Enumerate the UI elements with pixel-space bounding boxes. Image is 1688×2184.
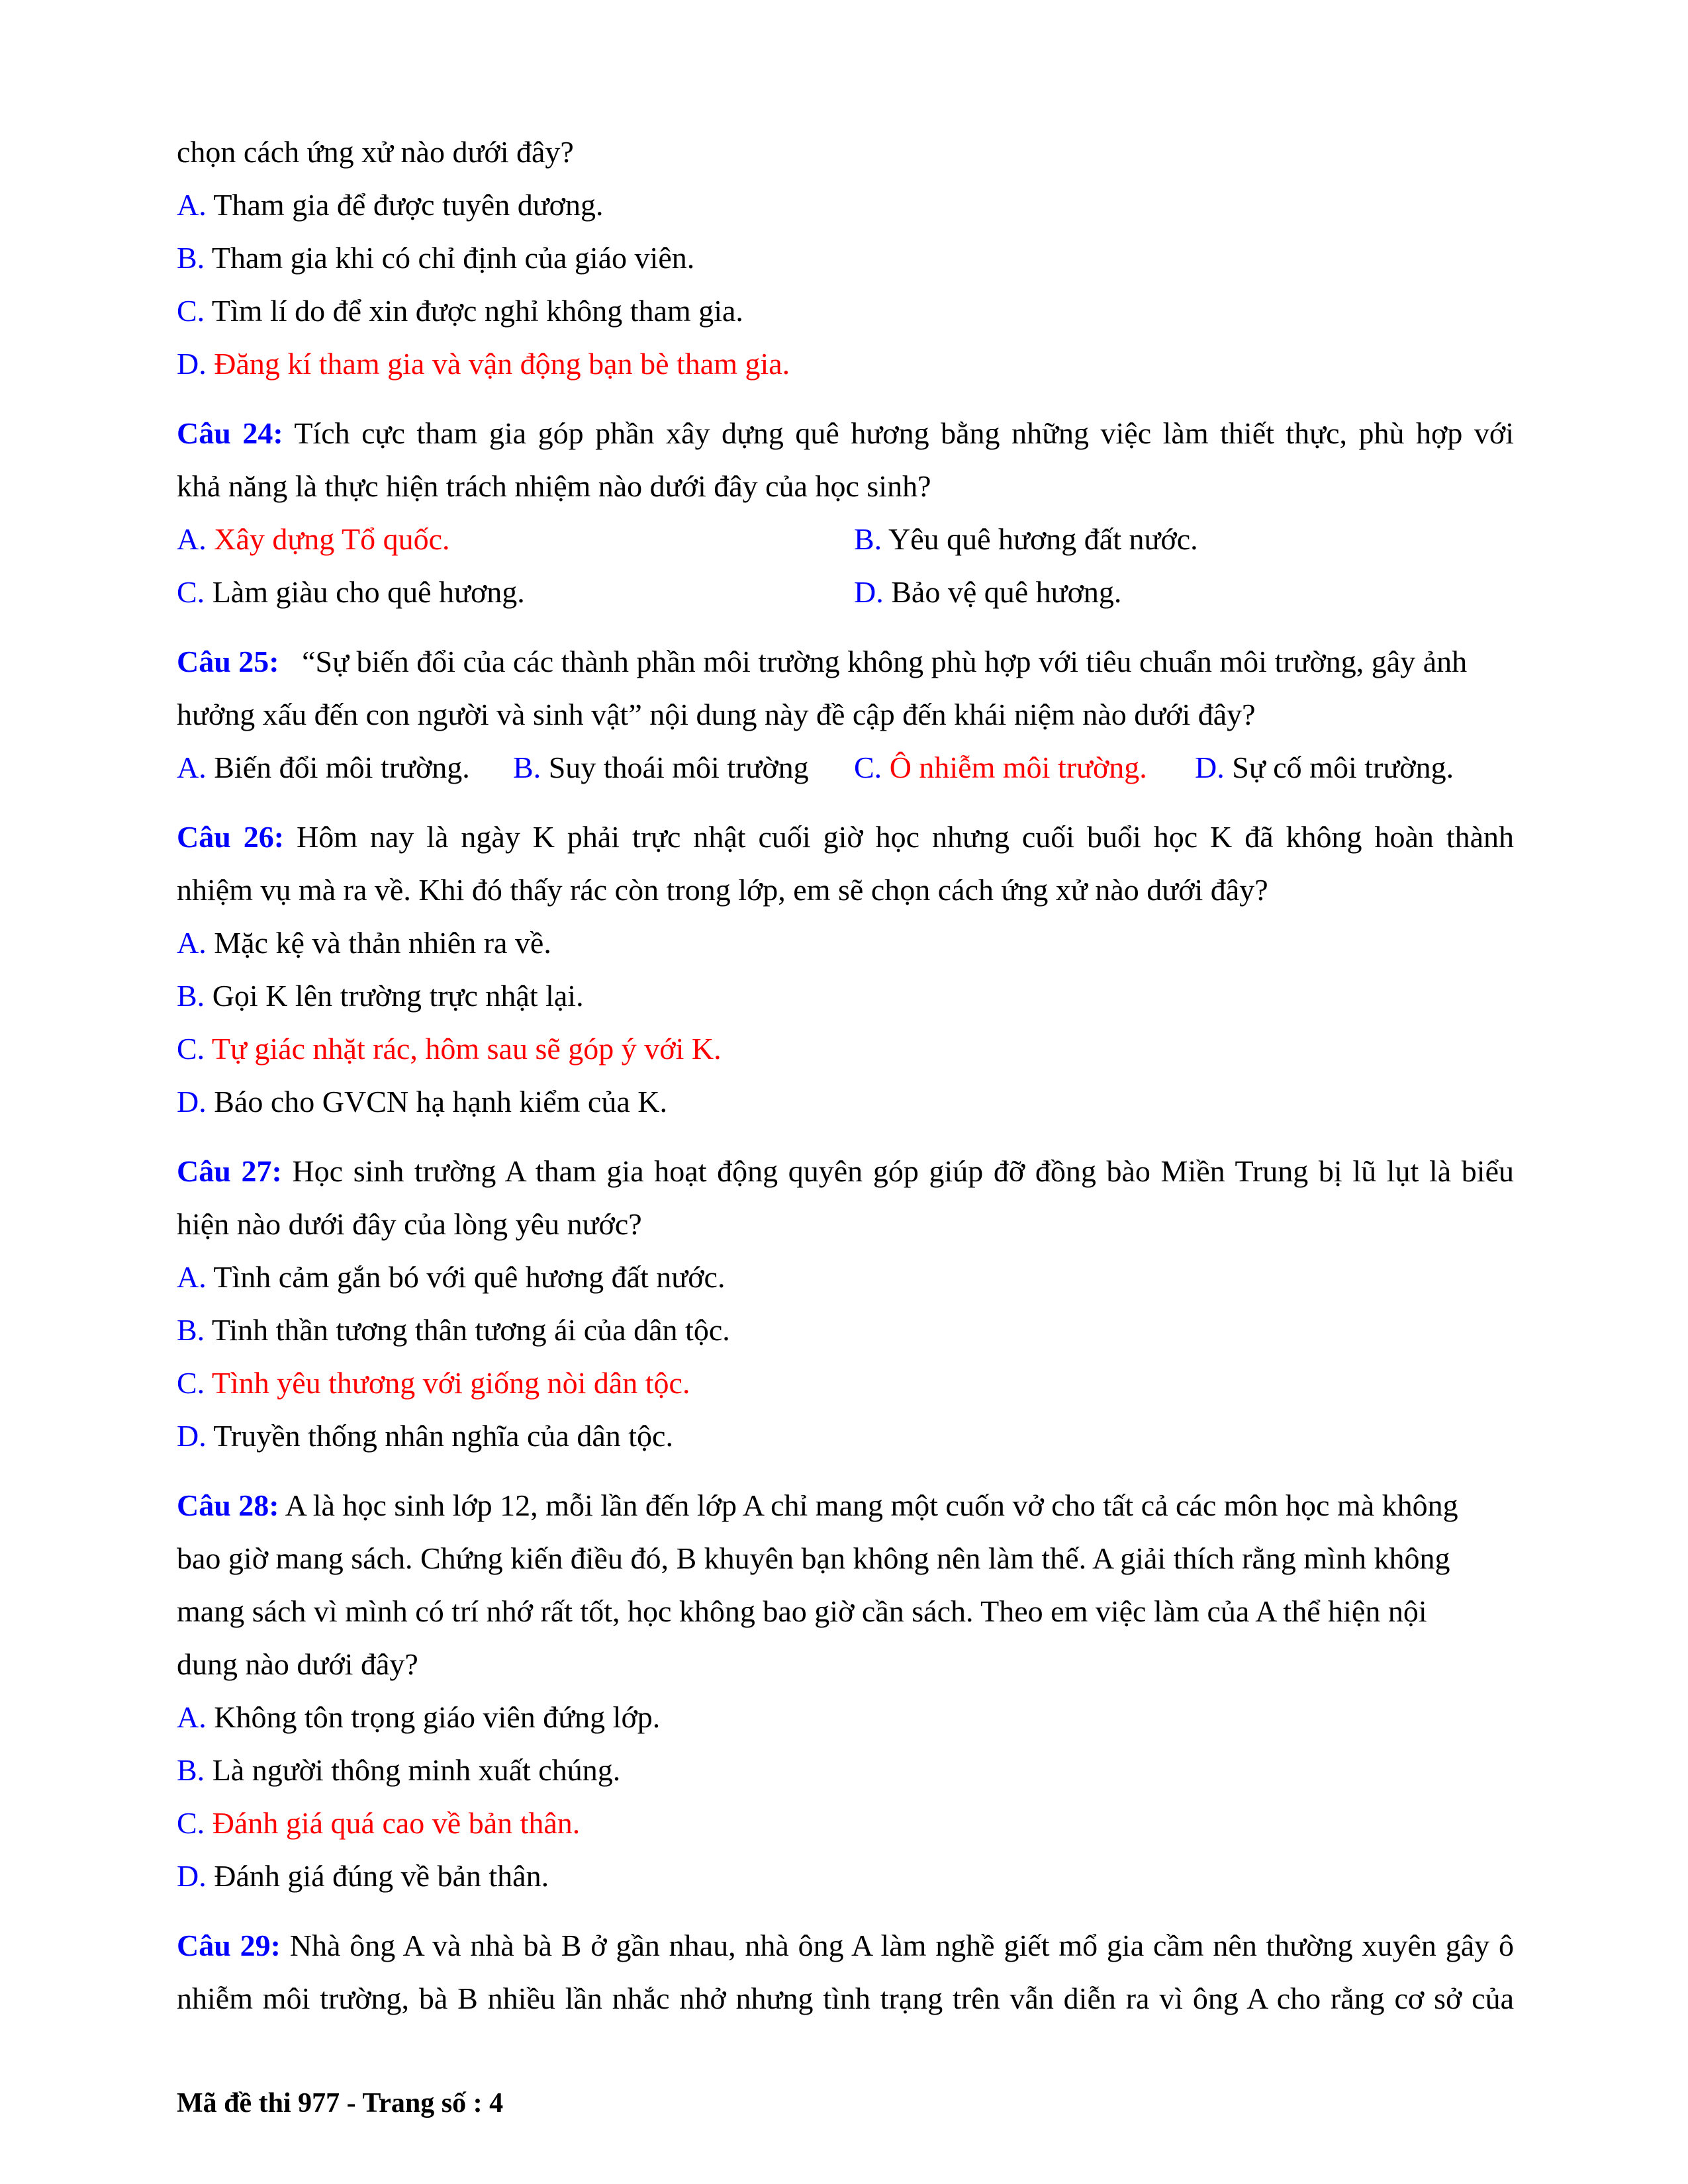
q29-stem-line2: nhiễm môi trường, bà B nhiều lần nhắc nhở nhưng tình trạng trên vẫn diễn ra vì ông A cho rằng cơ sở của — [177, 1981, 1514, 2015]
option-label: A. — [177, 1260, 207, 1294]
stem-text: A là học sinh lớp 12, mỗi lần đến lớp A chỉ mang một cuốn vở cho tất cả các môn học mà không — [285, 1488, 1458, 1522]
stem-text: Học sinh trường A tham gia hoạt động quyên góp giúp đỡ đồng bào Miền Trung bị lũ lụt là biểu — [292, 1154, 1515, 1188]
option-text: Gọi K lên trường trực nhật lại. — [212, 979, 584, 1013]
q28-option-b — [177, 1751, 1514, 1790]
option-text: Truyền thống nhân nghĩa của dân tộc. — [213, 1419, 673, 1453]
q25-option-d — [1195, 748, 1454, 788]
option-text: Không tôn trọng giáo viên đứng lớp. — [214, 1700, 661, 1734]
option-text: Yêu quê hương đất nước. — [888, 522, 1198, 556]
q26-stem-line2: nhiệm vụ mà ra về. Khi đó thấy rác còn trong lớp, em sẽ chọn cách ứng xử nào dưới đây? — [177, 873, 1268, 907]
option-text: Sự cố môi trường. — [1232, 751, 1454, 784]
q26-stem-line1 — [177, 817, 1514, 857]
option-text: Đánh giá đúng về bản thân. — [214, 1859, 549, 1893]
option-label: C. — [177, 294, 205, 328]
option-label: B. — [177, 241, 205, 275]
q25-option-c-answer — [854, 748, 1147, 788]
q24-option-b — [854, 520, 1198, 559]
q23-option-b — [177, 238, 1514, 278]
q25-stem-line1 — [177, 642, 1514, 682]
option-text: Là người thông minh xuất chúng. — [212, 1753, 621, 1787]
q27-option-c-answer — [177, 1363, 1514, 1403]
q23-stem-end: chọn cách ứng xử nào dưới đây? — [177, 135, 574, 169]
q28-option-c-answer — [177, 1803, 1514, 1843]
option-label: D. — [177, 1085, 207, 1118]
option-text: Làm giàu cho quê hương. — [212, 575, 525, 609]
q29-stem-line1 — [177, 1926, 1514, 1966]
q26-option-d — [177, 1082, 1514, 1122]
q24-stem-line2: khả năng là thực hiện trách nhiệm nào dưới đây của học sinh? — [177, 469, 931, 503]
q23-option-d-answer — [177, 344, 1514, 384]
option-text: Suy thoái môi trường — [548, 751, 809, 784]
option-text-correct: Đăng kí tham gia và vận động bạn bè tham gia. — [214, 347, 790, 381]
q28-stem-line2: bao giờ mang sách. Chứng kiến điều đó, B khuyên bạn không nên làm thế. A giải thích rằng mình không — [177, 1541, 1450, 1575]
q26-option-b — [177, 976, 1514, 1016]
stem-text: Nhà ông A và nhà bà B ở gần nhau, nhà ông A làm nghề giết mổ gia cầm nên thường xuyên gây ô — [289, 1929, 1514, 1962]
option-label: C. — [177, 575, 205, 609]
option-label: A. — [177, 1700, 207, 1734]
option-text-correct: Ô nhiễm môi trường. — [889, 751, 1147, 784]
option-label: A. — [177, 751, 207, 784]
stem-text: Tích cực tham gia góp phần xây dựng quê hương bằng những việc làm thiết thực, phù hợp với — [294, 416, 1515, 450]
option-label: B. — [177, 1313, 205, 1347]
q23-option-c — [177, 291, 1514, 331]
question-number: Câu 27: — [177, 1154, 282, 1188]
q23-option-a — [177, 185, 1514, 225]
option-text-correct: Tự giác nhặt rác, hôm sau sẽ góp ý với K. — [211, 1032, 722, 1066]
q25-option-a — [177, 748, 470, 788]
option-label: A. — [177, 188, 207, 222]
q24-stem-line1 — [177, 414, 1514, 453]
option-text-correct: Xây dựng Tổ quốc. — [214, 522, 450, 556]
page-footer: Mã đề thi 977 - Trang số : 4 — [177, 2088, 504, 2118]
option-text: Tình cảm gắn bó với quê hương đất nước. — [213, 1260, 726, 1294]
q27-option-d — [177, 1416, 1514, 1456]
question-number: Câu 29: — [177, 1929, 281, 1962]
q24-option-d — [854, 572, 1121, 612]
option-label: D. — [1195, 751, 1225, 784]
option-label: A. — [177, 522, 207, 556]
q28-option-d — [177, 1856, 1514, 1896]
option-label: D. — [177, 347, 207, 381]
q25-option-b — [513, 748, 809, 788]
option-text: Biến đổi môi trường. — [214, 751, 470, 784]
q27-option-a — [177, 1257, 1514, 1297]
question-number: Câu 28: — [177, 1488, 279, 1522]
option-label: A. — [177, 926, 207, 960]
option-label: D. — [177, 1859, 207, 1893]
option-text: Bảo vệ quê hương. — [891, 575, 1122, 609]
option-label: D. — [854, 575, 884, 609]
stem-text: Hôm nay là ngày K phải trực nhật cuối giờ học nhưng cuối buổi học K đã không hoàn thành — [297, 820, 1515, 854]
option-label: B. — [513, 751, 541, 784]
option-label: B. — [177, 979, 205, 1013]
option-label: C. — [177, 1032, 205, 1066]
option-label: B. — [177, 1753, 205, 1787]
option-label: D. — [177, 1419, 207, 1453]
stem-text: “Sự biến đổi của các thành phần môi trường không phù hợp với tiêu chuẩn môi trường, gây ảnh — [302, 645, 1468, 678]
option-label: C. — [854, 751, 882, 784]
q28-stem-line3: mang sách vì mình có trí nhớ rất tốt, học không bao giờ cần sách. Theo em việc làm của A thể hiện nội — [177, 1594, 1427, 1628]
q24-options-row2 — [177, 572, 1514, 612]
q28-stem-line1 — [177, 1486, 1514, 1525]
option-text: Tinh thần tương thân tương ái của dân tộc. — [211, 1313, 730, 1347]
q27-stem-line2: hiện nào dưới đây của lòng yêu nước? — [177, 1207, 642, 1241]
option-text: Tìm lí do để xin được nghỉ không tham gia. — [211, 294, 743, 328]
option-text-correct: Đánh giá quá cao về bản thân. — [212, 1806, 581, 1840]
option-label: B. — [854, 522, 882, 556]
q28-option-a — [177, 1698, 1514, 1737]
option-text: Báo cho GVCN hạ hạnh kiểm của K. — [214, 1085, 667, 1118]
question-number: Câu 25: — [177, 645, 279, 678]
question-number: Câu 24: — [177, 416, 283, 450]
q24-option-a-answer — [177, 522, 450, 556]
option-text: Tham gia để được tuyên dương. — [213, 188, 604, 222]
q26-option-a — [177, 923, 1514, 963]
q26-option-c-answer — [177, 1029, 1514, 1069]
q24-option-c — [177, 575, 525, 609]
option-text: Tham gia khi có chỉ định của giáo viên. — [211, 241, 695, 275]
q28-stem-line4: dung nào dưới đây? — [177, 1647, 418, 1681]
q24-options-row1 — [177, 520, 1514, 559]
option-text-correct: Tình yêu thương với giống nòi dân tộc. — [211, 1366, 690, 1400]
option-text: Mặc kệ và thản nhiên ra về. — [214, 926, 551, 960]
option-label: C. — [177, 1806, 205, 1840]
q27-option-b — [177, 1310, 1514, 1350]
q27-stem-line1 — [177, 1152, 1514, 1191]
option-label: C. — [177, 1366, 205, 1400]
q25-stem-line2: hưởng xấu đến con người và sinh vật” nội dung này đề cập đến khái niệm nào dưới đây? — [177, 698, 1256, 731]
question-number: Câu 26: — [177, 820, 285, 854]
